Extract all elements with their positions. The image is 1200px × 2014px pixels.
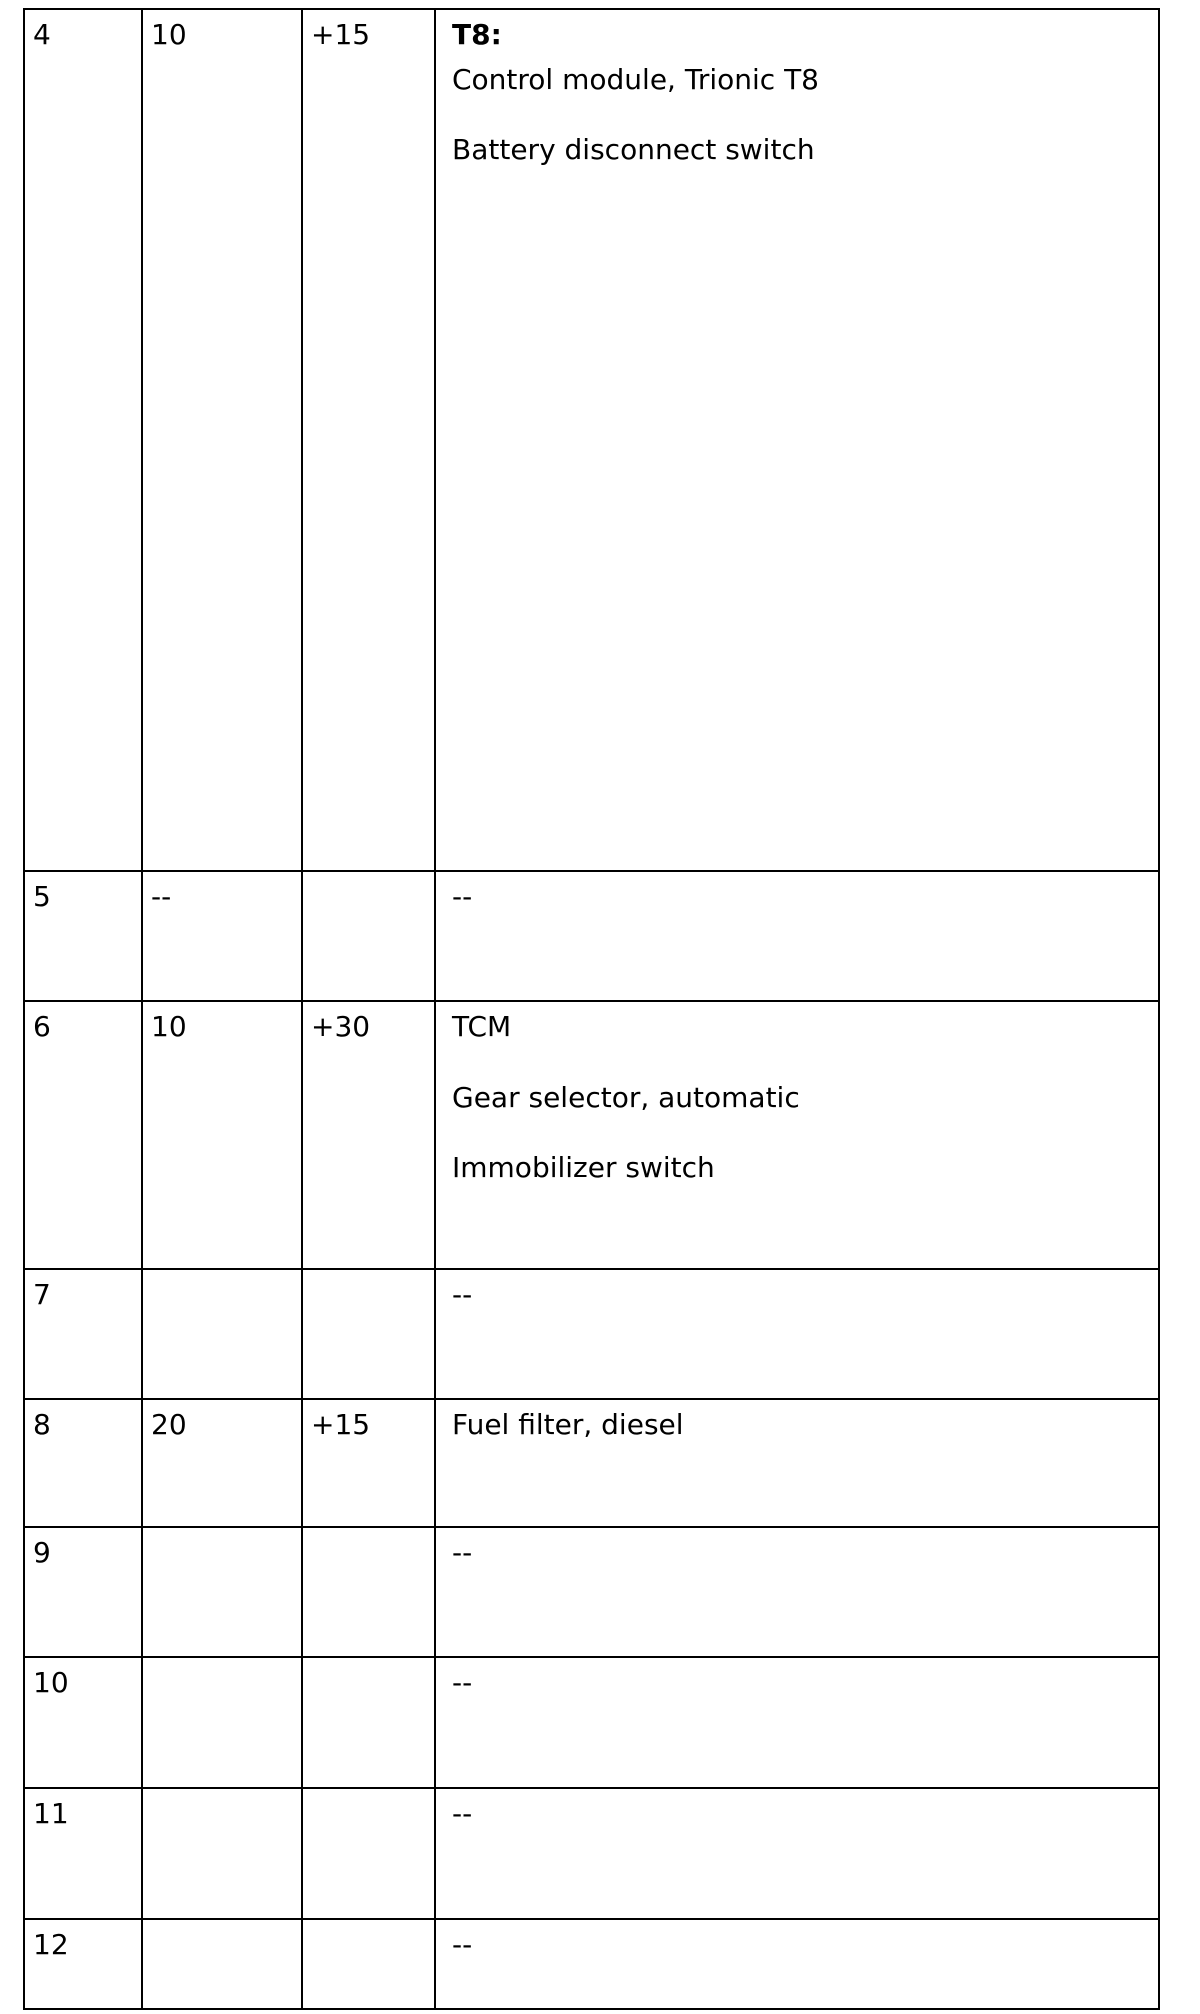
terminal-cell [302, 1399, 435, 1527]
terminal-cell-text: +15 [311, 18, 371, 51]
fuse-number-cell-text: 4 [33, 18, 51, 51]
terminal-cell [302, 1269, 435, 1399]
description-heading: T8: [452, 18, 502, 51]
description-cell [435, 1527, 1159, 1657]
description-line: Gear selector, automatic [452, 1080, 800, 1114]
fuse-number-cell [24, 1788, 142, 1919]
ampere-cell [142, 1269, 302, 1399]
description-cell [435, 1001, 1159, 1269]
fuse-number-cell-text: 7 [33, 1278, 51, 1311]
terminal-cell-text [303, 1789, 434, 1797]
fuse-number-cell [24, 1269, 142, 1399]
table-row [24, 9, 1159, 871]
table-row [24, 1788, 1159, 1919]
ampere-cell [142, 1657, 302, 1788]
table-row [24, 1527, 1159, 1657]
description-cell [435, 871, 1159, 1001]
fuse-number-cell-text: 6 [33, 1010, 51, 1043]
ampere-cell-text [143, 1270, 301, 1278]
fuse-number-cell [24, 1657, 142, 1788]
description-cell [435, 1788, 1159, 1919]
ampere-cell-text [143, 1789, 301, 1797]
description-cell [435, 1399, 1159, 1527]
terminal-cell-text: +30 [311, 1010, 371, 1043]
fuse-number-cell-text: 11 [33, 1797, 69, 1830]
ampere-cell [142, 1788, 302, 1919]
ampere-cell [142, 1527, 302, 1657]
fuse-number-cell-text: 10 [33, 1666, 69, 1699]
ampere-cell-text [143, 1658, 301, 1666]
terminal-cell-text [303, 1658, 434, 1666]
description-line: -- [452, 1278, 473, 1311]
description-line: Battery disconnect switch [452, 133, 815, 167]
fuse-number-cell-text: 9 [33, 1536, 51, 1569]
fuse-number-cell-text: 8 [33, 1408, 51, 1441]
terminal-cell [302, 1919, 435, 2009]
description-cell [435, 9, 1159, 871]
ampere-cell [142, 1399, 302, 1527]
fuse-number-cell [24, 1919, 142, 2009]
description-line: -- [452, 1797, 473, 1830]
fuse-number-cell [24, 1001, 142, 1269]
ampere-cell [142, 1001, 302, 1269]
terminal-cell [302, 1788, 435, 1919]
terminal-cell-text [303, 1920, 434, 1928]
description-line: -- [452, 1928, 473, 1961]
description-line: Control module, Trionic T8 [452, 62, 819, 96]
ampere-cell [142, 871, 302, 1001]
table-row [24, 871, 1159, 1001]
terminal-cell [302, 871, 435, 1001]
ampere-cell [142, 1919, 302, 2009]
description-line: Immobilizer switch [452, 1151, 715, 1185]
ampere-cell-text: 10 [151, 1010, 187, 1043]
fuse-number-cell [24, 9, 142, 871]
table-row [24, 1919, 1159, 2009]
ampere-cell-text [143, 1528, 301, 1536]
fuse-number-cell-text: 12 [33, 1928, 69, 1961]
terminal-cell [302, 9, 435, 871]
ampere-cell [142, 9, 302, 871]
description-line: -- [452, 1536, 473, 1569]
terminal-cell-text [303, 1528, 434, 1536]
table-row [24, 1269, 1159, 1399]
description-cell [435, 1919, 1159, 2009]
fuse-number-cell-text: 5 [33, 880, 51, 913]
fuse-table-body [24, 9, 1159, 2009]
description-cell [435, 1269, 1159, 1399]
fuse-number-cell [24, 1527, 142, 1657]
table-row [24, 1657, 1159, 1788]
terminal-cell-text [303, 872, 434, 880]
table-row [24, 1399, 1159, 1527]
terminal-cell-text: +15 [311, 1408, 371, 1441]
description-cell [435, 1657, 1159, 1788]
description-line: Fuel filter, diesel [452, 1408, 684, 1441]
ampere-cell-text: 20 [151, 1408, 187, 1441]
fuse-number-cell [24, 871, 142, 1001]
terminal-cell [302, 1001, 435, 1269]
ampere-cell-text: -- [151, 880, 172, 913]
table-row [24, 1001, 1159, 1269]
description-line: TCM [452, 1010, 512, 1043]
ampere-cell-text: 10 [151, 18, 187, 51]
description-line: -- [452, 880, 473, 913]
ampere-cell-text [143, 1920, 301, 1928]
fuse-table [23, 8, 1160, 2010]
terminal-cell [302, 1527, 435, 1657]
fuse-number-cell [24, 1399, 142, 1527]
terminal-cell [302, 1657, 435, 1788]
terminal-cell-text [303, 1270, 434, 1278]
description-line: -- [452, 1666, 473, 1699]
